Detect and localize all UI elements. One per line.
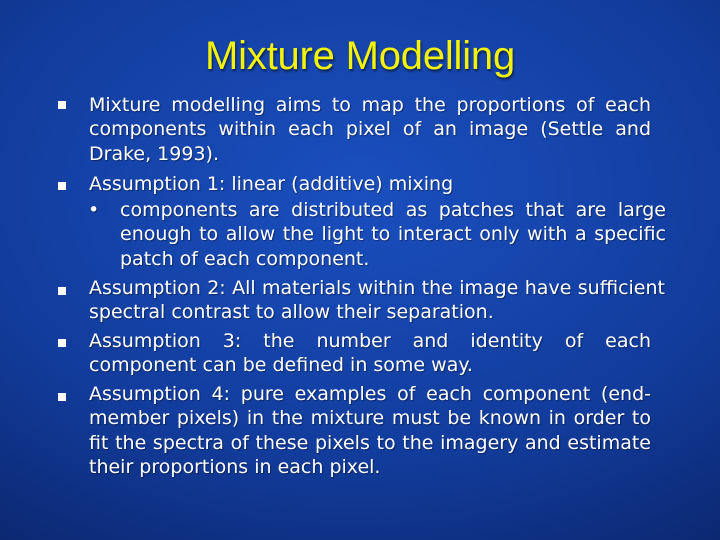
bullet-text-2: Assumption 1: linear (additive) mixing <box>89 173 454 195</box>
sub-bullet-text: components are distributed as patches that are large enough to allow the light to interact only with a specific patch of each component. <box>120 199 666 270</box>
sub-bullet-item <box>88 198 666 271</box>
bullet-text-5: Assumption 4: pure examples of each component (end-member pixels) in the mixture must be known in order to fit the spectra of these pixels to the imagery and estimate their proportions in each pixel. <box>89 383 651 478</box>
bullet-text-1: Mixture modelling aims to map the proportions of each components within each pixel of an image (Settle and Drake, 1993). <box>89 94 651 165</box>
bullet-square-icon <box>58 339 66 347</box>
bullet-square-icon <box>58 101 66 109</box>
bullet-square-icon <box>58 182 66 190</box>
slide-title: Mixture Modelling <box>204 34 516 78</box>
bullet-text-3: Assumption 2: All materials within the image have sufficient spectral contrast to allow their separation. <box>89 277 665 324</box>
bullet-square-icon <box>58 393 66 401</box>
bullet-text-4: Assumption 3: the number and identity of each component can be defined in some way. <box>89 330 651 377</box>
sub-bullet-dot-icon: • <box>88 199 100 221</box>
bullet-square-icon <box>58 287 66 295</box>
